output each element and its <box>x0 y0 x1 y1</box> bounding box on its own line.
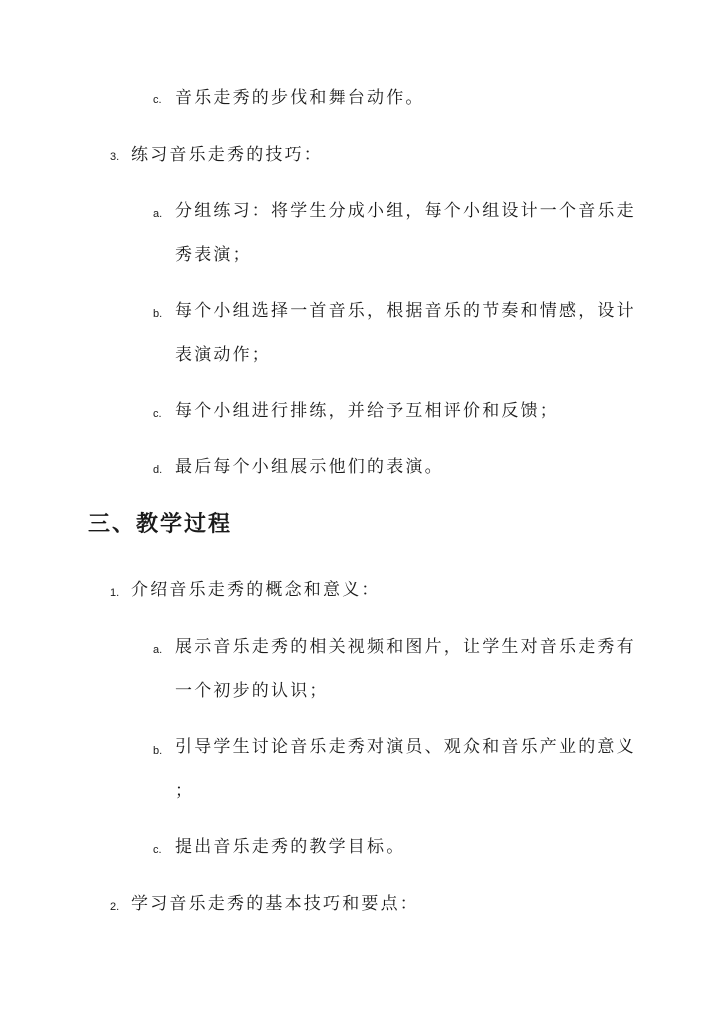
list-item-text: 学习音乐走秀的基本技巧和要点： <box>131 894 419 914</box>
list-item-text: 介绍音乐走秀的概念和意义： <box>131 580 381 600</box>
list-item-continuation: 秀表演； <box>175 245 252 265</box>
list-marker: d. <box>153 464 163 476</box>
section-heading: 三、教学过程 <box>88 512 233 537</box>
list-item-text: 引导学生讨论音乐走秀对演员、观众和音乐产业的意义 <box>175 737 636 757</box>
list-item-text: 提出音乐走秀的教学目标。 <box>175 837 406 857</box>
list-item-text: 最后每个小组展示他们的表演。 <box>175 457 444 477</box>
list-marker: c. <box>153 408 162 420</box>
list-marker: 3. <box>110 151 120 163</box>
list-item-text: 每个小组选择一首音乐，根据音乐的节奏和情感，设计 <box>175 301 636 321</box>
list-marker: b. <box>153 308 163 320</box>
list-item-text: 每个小组进行排练，并给予互相评价和反馈； <box>175 401 559 421</box>
list-marker: a. <box>153 208 163 220</box>
list-item-continuation: ； <box>175 781 195 801</box>
list-item-text: 练习音乐走秀的技巧： <box>131 145 323 165</box>
list-item-text: 音乐走秀的步伐和舞台动作。 <box>175 88 425 108</box>
list-marker: c. <box>153 844 162 856</box>
list-marker: a. <box>153 644 163 656</box>
list-item-continuation: 表演动作； <box>175 345 271 365</box>
list-marker: c. <box>153 94 162 106</box>
list-item-continuation: 一个初步的认识； <box>175 681 329 701</box>
list-marker: 2. <box>110 901 120 913</box>
list-item-text: 展示音乐走秀的相关视频和图片，让学生对音乐走秀有 <box>175 637 636 657</box>
list-item-text: 分组练习：将学生分成小组，每个小组设计一个音乐走 <box>175 201 636 221</box>
list-marker: b. <box>153 745 163 757</box>
list-marker: 1. <box>110 587 120 599</box>
